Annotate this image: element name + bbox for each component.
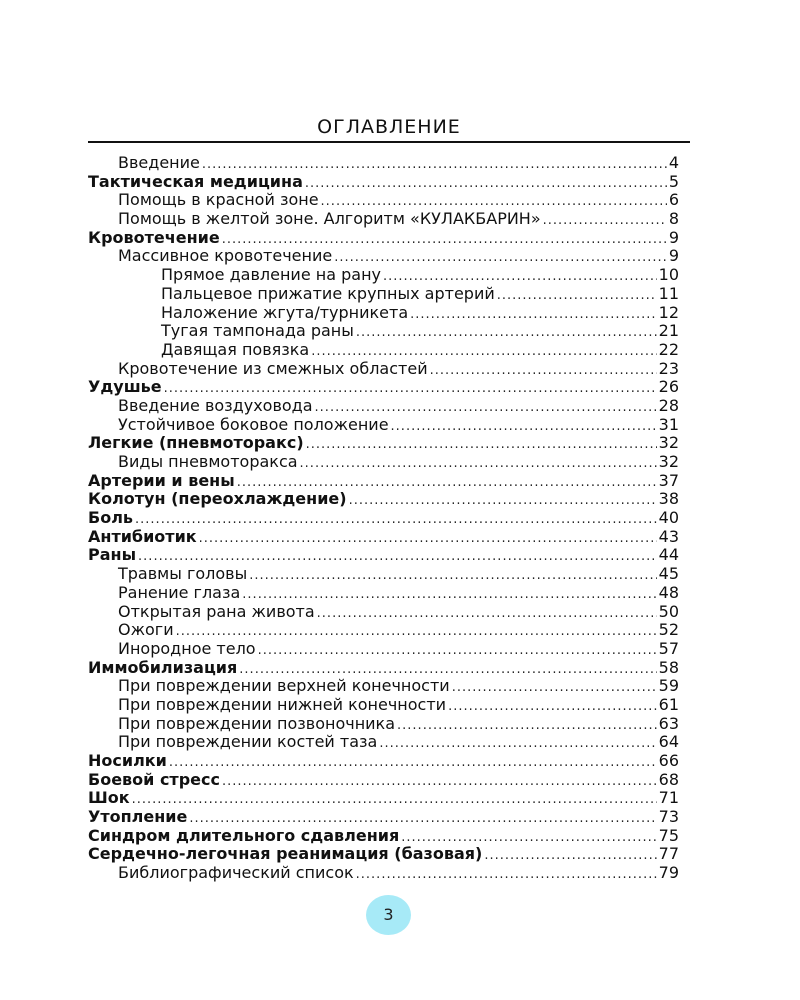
toc-entry-page: 52 — [658, 620, 679, 640]
toc-entry[interactable] — [88, 416, 679, 435]
dot-leader — [397, 717, 657, 736]
toc-entry-page: 43 — [658, 526, 679, 546]
toc-entry-label: Ожоги — [118, 620, 174, 640]
toc-entry-page: 59 — [658, 676, 679, 696]
toc-entry[interactable] — [88, 659, 679, 678]
toc-entry-label: При повреждении позвоночника — [118, 713, 396, 733]
toc-entry-label: Введение воздуховода — [118, 395, 313, 415]
toc-entry-page: 23 — [658, 358, 679, 378]
toc-entry[interactable] — [88, 434, 679, 453]
page-number-badge: 3 — [366, 895, 411, 935]
toc-entry-label: Антибиотик — [88, 526, 197, 546]
toc-entry-label: Носилки — [88, 751, 167, 770]
toc-entry[interactable] — [88, 565, 679, 584]
dot-leader — [199, 530, 657, 549]
toc-entry-label: Введение — [118, 153, 200, 172]
dot-leader — [249, 567, 656, 586]
toc-entry[interactable] — [88, 528, 679, 547]
toc-entry[interactable] — [88, 696, 679, 715]
dot-leader — [317, 605, 657, 624]
toc-entry[interactable] — [88, 322, 679, 341]
toc-entry-label: Пальцевое прижатие крупных артерий — [161, 283, 495, 303]
toc-entry-page: 12 — [658, 302, 679, 322]
toc-entry-page: 48 — [658, 582, 679, 602]
toc-entry[interactable] — [88, 677, 679, 696]
toc-entry[interactable] — [88, 845, 679, 864]
toc-entry-page: 71 — [658, 788, 679, 808]
toc-entry-label: При повреждении нижней конечности — [118, 694, 447, 714]
toc-entry[interactable] — [88, 154, 679, 173]
toc-entry[interactable] — [88, 789, 679, 808]
toc-entry-page: 32 — [658, 433, 679, 453]
toc-entry-page: 4 — [668, 153, 679, 172]
toc-entry-label: Травмы головы — [118, 564, 248, 584]
toc-entry[interactable] — [88, 546, 679, 565]
toc-entry-page: 45 — [658, 564, 679, 584]
toc-entry-label: Утопление — [88, 807, 188, 827]
dot-leader — [349, 492, 657, 511]
dot-leader — [135, 511, 657, 530]
toc-entry-page: 26 — [658, 377, 679, 397]
toc-entry[interactable] — [88, 247, 679, 266]
toc-entry-label: Инородное тело — [118, 638, 256, 658]
dot-leader — [356, 324, 657, 343]
toc-entry[interactable] — [88, 584, 679, 603]
toc-entry-label: Помощь в красной зоне — [118, 190, 319, 210]
toc-entry[interactable] — [88, 304, 679, 323]
dot-leader — [379, 735, 656, 754]
toc-entry[interactable] — [88, 453, 679, 472]
toc-entry[interactable] — [88, 733, 679, 752]
toc-entry[interactable] — [88, 771, 679, 790]
dot-leader — [222, 773, 657, 792]
toc-entry-label: Боевой стресс — [88, 769, 220, 789]
toc-entry[interactable] — [88, 621, 679, 640]
toc-entry-page: 61 — [658, 694, 679, 714]
toc-entry-label: Кровотечение — [88, 227, 220, 247]
toc-entry-page: 77 — [658, 844, 679, 864]
toc-entry-page: 79 — [658, 863, 679, 883]
toc-entry-label: Боль — [88, 508, 134, 528]
dot-leader — [430, 362, 657, 381]
toc-entry-page: 32 — [658, 452, 679, 471]
toc-entry-page: 44 — [658, 545, 679, 565]
toc-entry-page: 73 — [658, 807, 679, 827]
toc-entry-page: 50 — [658, 601, 679, 621]
toc-entry[interactable] — [88, 864, 679, 883]
toc-entry-page: 38 — [658, 489, 679, 509]
dot-leader — [356, 866, 657, 885]
toc-entry[interactable] — [88, 397, 679, 416]
toc-entry[interactable] — [88, 191, 679, 210]
toc-entry-label: Легкие (пневмоторакс) — [88, 433, 304, 453]
toc-entry-label: Давящая повязка — [161, 339, 310, 359]
toc-entry-page: 31 — [658, 414, 679, 434]
dot-leader — [258, 642, 657, 661]
toc-entry-label: Массивное кровотечение — [118, 246, 333, 266]
dot-leader — [543, 212, 667, 231]
dot-leader — [300, 455, 657, 474]
toc-entry[interactable] — [88, 472, 679, 491]
toc-entry[interactable] — [88, 640, 679, 659]
toc-entry[interactable] — [88, 490, 679, 509]
toc-entry-page: 57 — [658, 638, 679, 658]
toc-entry-page: 22 — [658, 339, 679, 359]
dot-leader — [391, 418, 657, 437]
dot-leader — [169, 754, 657, 773]
dot-leader — [305, 175, 667, 194]
toc-title: ОГЛАВЛЕНИЕ — [317, 116, 461, 138]
toc-entry[interactable] — [88, 341, 679, 360]
toc-entry[interactable] — [88, 378, 679, 397]
toc-entry-label: Раны — [88, 545, 137, 565]
toc-entry-page: 64 — [658, 732, 679, 752]
toc-entry-label: Колотун (переохлаждение) — [88, 489, 347, 509]
toc-entry-page: 37 — [658, 470, 679, 490]
toc-entry-label: Иммобилизация — [88, 657, 238, 677]
toc-entry[interactable] — [88, 229, 679, 248]
toc-entry-page: 68 — [658, 769, 679, 789]
dot-leader — [452, 679, 657, 698]
toc-entry[interactable] — [88, 266, 679, 285]
dot-leader — [448, 698, 657, 717]
toc-entry-label: Артерии и вены — [88, 470, 235, 490]
toc-entry-page: 10 — [658, 265, 679, 285]
toc-entry[interactable] — [88, 509, 679, 528]
toc-entry-label: При повреждении костей таза — [118, 732, 378, 752]
toc-entry[interactable] — [88, 827, 679, 846]
toc-entry[interactable] — [88, 210, 679, 229]
toc-entry-page: 11 — [658, 283, 679, 303]
toc-entry[interactable] — [88, 715, 679, 734]
toc-entry-page: 75 — [658, 825, 679, 845]
toc-entry-page: 9 — [668, 246, 679, 266]
toc-entry-label: Помощь в желтой зоне. Алгоритм «КУЛАКБАРИН» — [118, 209, 541, 229]
toc-entry[interactable] — [88, 285, 679, 304]
toc-entry-page: 63 — [658, 713, 679, 733]
toc-entry-label: Синдром длительного сдавления — [88, 825, 400, 845]
title-divider — [88, 141, 690, 143]
toc-entry-label: Библиографический список — [118, 863, 354, 883]
toc-entry-page: 9 — [668, 227, 679, 247]
toc-entry-page: 8 — [668, 209, 679, 229]
dot-leader — [497, 287, 657, 306]
toc-entry-label: Тугая тампонада раны — [161, 321, 354, 341]
dot-leader — [484, 847, 656, 866]
toc-entry-label: Устойчивое боковое положение — [118, 414, 389, 434]
toc-entry-page: 66 — [658, 751, 679, 770]
toc-entry-label: Кровотечение из смежных областей — [118, 358, 428, 378]
table-of-contents — [88, 154, 679, 883]
toc-entry-label: При повреждении верхней конечности — [118, 676, 450, 696]
toc-entry[interactable] — [88, 752, 679, 771]
dot-leader — [132, 791, 657, 810]
toc-entry-page: 5 — [668, 171, 679, 191]
dot-leader — [306, 436, 657, 455]
toc-entry-page: 6 — [668, 190, 679, 210]
toc-entry[interactable] — [88, 808, 679, 827]
toc-entry-page: 21 — [658, 321, 679, 341]
toc-entry[interactable] — [88, 173, 679, 192]
toc-entry-page: 40 — [658, 508, 679, 528]
dot-leader — [334, 249, 667, 268]
toc-entry[interactable] — [88, 360, 679, 379]
toc-entry-label: Шок — [88, 788, 130, 808]
toc-entry-label: Виды пневмоторакса — [118, 452, 298, 471]
toc-entry-label: Сердечно-легочная реанимация (базовая) — [88, 844, 483, 864]
toc-entry[interactable] — [88, 603, 679, 622]
toc-entry-label: Ранение глаза — [118, 582, 241, 602]
dot-leader — [410, 306, 657, 325]
toc-entry-page: 28 — [658, 395, 679, 415]
toc-entry-label: Тактическая медицина — [88, 171, 303, 191]
toc-entry-label: Прямое давление на рану — [161, 265, 381, 285]
toc-entry-label: Удушье — [88, 377, 162, 397]
toc-entry-label: Открытая рана живота — [118, 601, 315, 621]
toc-entry-label: Наложение жгута/турникета — [161, 302, 409, 322]
toc-entry-page: 58 — [658, 657, 679, 677]
